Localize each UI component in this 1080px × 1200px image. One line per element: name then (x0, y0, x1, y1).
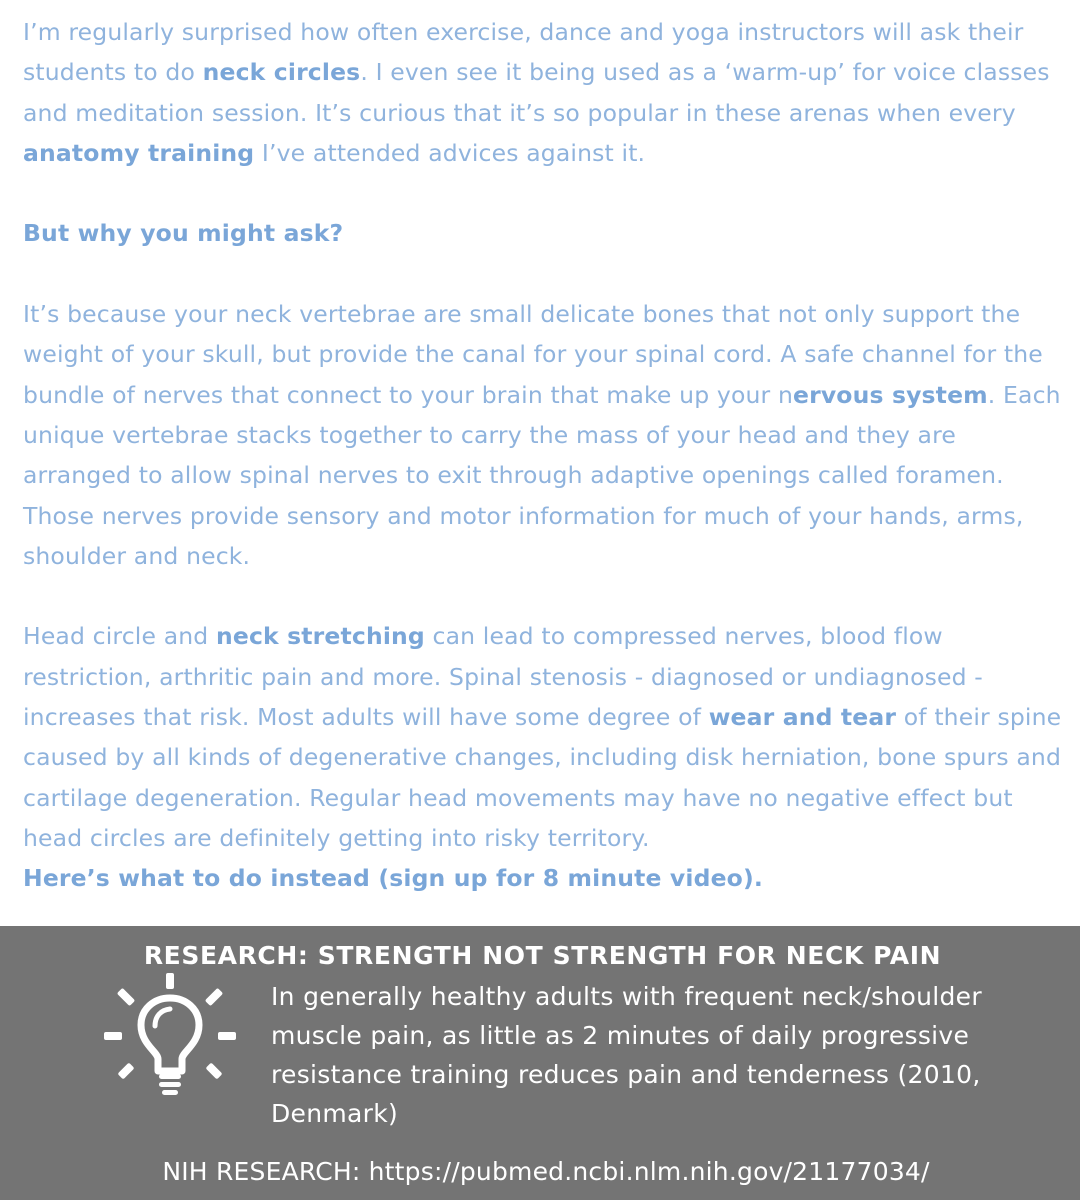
anatomy-text-1: It’s because your neck vertebrae are small delicate bones that not only support the weight of your skull, but provide the canal for your spinal cord. A safe channel for the bundle of nerves that connect to your brain that make up your n (23, 300, 1043, 409)
wear-and-tear-link[interactable]: wear and tear (708, 703, 897, 732)
risk-text-2: can lead to compressed nerves, blood flow restriction, arthritic pain and more. Spinal stenosis - diagnosed or undiagnosed - increases that risk. Most adults will have some degree of (23, 622, 983, 732)
paragraph-anatomy (23, 294, 1068, 576)
research-title: RESEARCH: STRENGTH NOT STRENGTH FOR NECK PAIN (143, 941, 942, 970)
intro-text-2: . I even see it being used as a ‘warm-up’ for voice classes and meditation session. It’s curious that it’s so popular in these arenas when every (23, 58, 1050, 127)
risk-text-3: of their spine caused by all kinds of degenerative changes, including disk herniation, bone spurs and cartilage degeneration. Regular head movements may have no negative effect but head circles are definitely getting into risky territory. (23, 703, 1062, 852)
intro-text-1: I’m regularly surprised how often exercise, dance and yoga instructors will ask their students to do (23, 18, 1024, 87)
paragraph-intro (23, 12, 1068, 173)
risk-text-1: Head circle and (23, 622, 216, 651)
intro-text-3: I’ve attended advices against it. (254, 138, 646, 167)
research-source-link[interactable]: NIH RESEARCH: https://pubmed.ncbi.nlm.nih.gov/21177034/ (162, 1157, 930, 1186)
why-heading: But why you might ask? (23, 219, 344, 248)
nervous-system-link[interactable]: ervous system (793, 380, 988, 409)
video-signup-link[interactable]: Here’s what to do instead (sign up for 8 minute video). (23, 864, 763, 893)
anatomy-text-2: . Each unique vertebrae stacks together to carry the mass of your head and they are arranged to allow spinal nerves to exit through adaptive openings called foramen. Those nerves provide sensory and motor information for much of your hands, arms, shoulder and neck. (23, 380, 1061, 570)
lightbulb-icon (104, 973, 236, 1101)
section-heading (23, 213, 1068, 253)
anatomy-training-link[interactable]: anatomy training (23, 138, 255, 167)
cta-paragraph (23, 858, 1068, 898)
research-body: In generally healthy adults with frequent neck/shoulder muscle pain, as little as 2 minutes of daily progressive resistance training reduces pain and tenderness (2010, Denmark) (271, 982, 982, 1128)
spacer (23, 254, 1068, 294)
neck-stretching-link[interactable]: neck stretching (215, 622, 425, 651)
neck-circles-link[interactable]: neck circles (202, 58, 361, 87)
article (23, 12, 1068, 899)
research-panel (0, 926, 1080, 1200)
spacer (23, 576, 1068, 616)
spacer (23, 173, 1068, 213)
paragraph-risk (23, 616, 1068, 858)
